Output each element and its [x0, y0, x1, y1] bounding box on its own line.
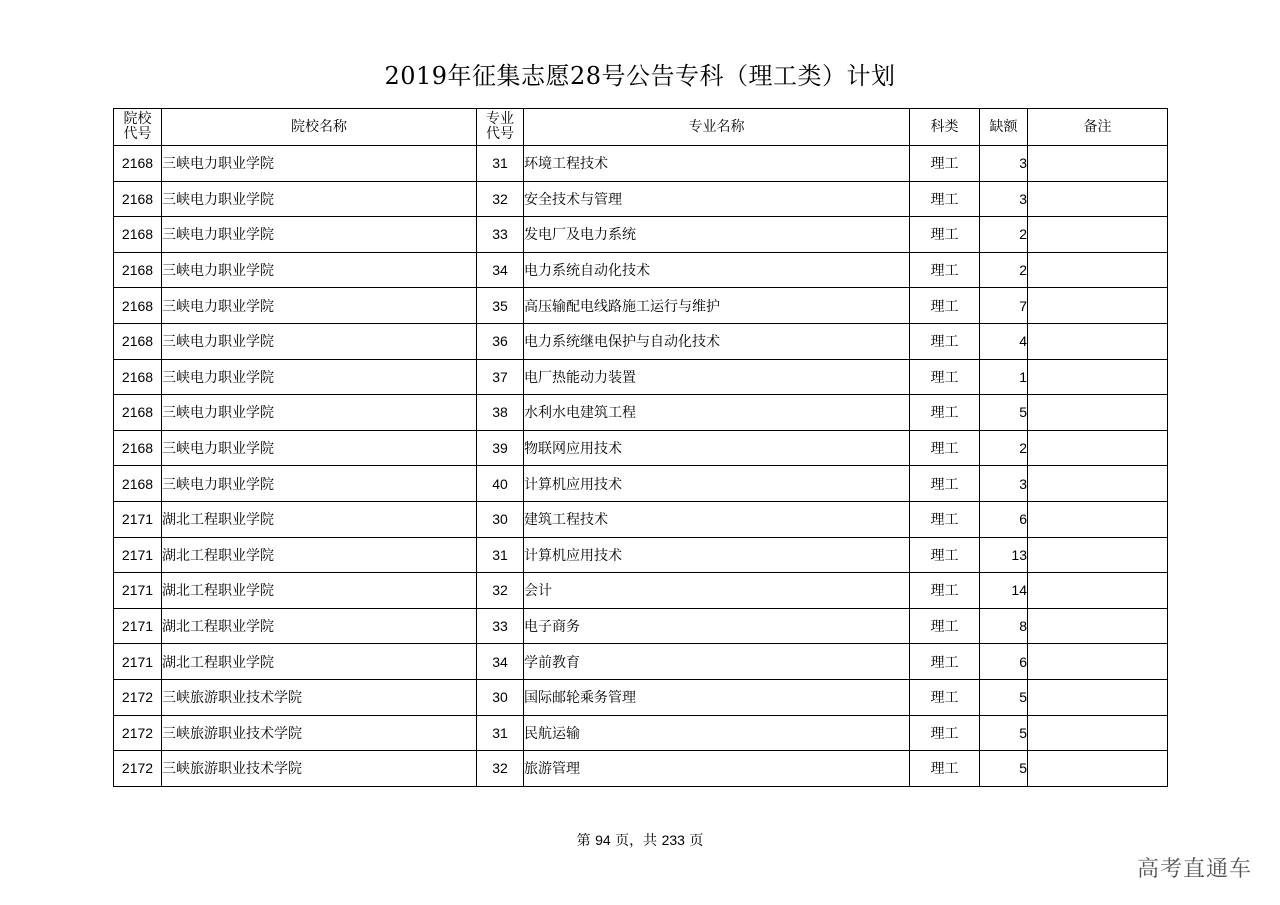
cell-school-code: 2168 [114, 252, 162, 288]
cell-major-code: 30 [477, 679, 524, 715]
header-category: 科类 [910, 109, 980, 146]
cell-category: 理工 [910, 537, 980, 573]
table-row [114, 715, 1168, 751]
cell-remarks [1028, 537, 1168, 573]
cell-major-code: 34 [477, 644, 524, 680]
footer-prefix: 第 [576, 833, 591, 849]
cell-major-name: 安全技术与管理 [524, 181, 910, 217]
cell-remarks [1028, 430, 1168, 466]
cell-remarks [1028, 679, 1168, 715]
cell-vacancies: 6 [980, 501, 1028, 537]
cell-remarks [1028, 573, 1168, 609]
cell-major-name: 电子商务 [524, 608, 910, 644]
cell-school-code: 2171 [114, 644, 162, 680]
cell-major-name: 会计 [524, 573, 910, 609]
cell-vacancies: 6 [980, 644, 1028, 680]
cell-major-code: 37 [477, 359, 524, 395]
table-row [114, 537, 1168, 573]
cell-school-name: 三峡电力职业学院 [162, 466, 477, 502]
cell-major-name: 计算机应用技术 [524, 537, 910, 573]
cell-major-code: 32 [477, 181, 524, 217]
cell-school-code: 2171 [114, 573, 162, 609]
cell-school-name: 三峡电力职业学院 [162, 252, 477, 288]
cell-school-code: 2168 [114, 288, 162, 324]
table-row [114, 679, 1168, 715]
page-footer [0, 830, 1280, 850]
cell-vacancies: 5 [980, 715, 1028, 751]
cell-major-name: 学前教育 [524, 644, 910, 680]
cell-category: 理工 [910, 751, 980, 787]
cell-school-name: 三峡电力职业学院 [162, 430, 477, 466]
cell-school-name: 湖北工程职业学院 [162, 501, 477, 537]
cell-major-name: 国际邮轮乘务管理 [524, 679, 910, 715]
cell-major-code: 39 [477, 430, 524, 466]
page-title: 2019年征集志愿28号公告专科（理工类）计划 [384, 62, 896, 90]
cell-vacancies: 2 [980, 217, 1028, 253]
watermark: 高考直通车 [1136, 857, 1252, 882]
cell-vacancies: 3 [980, 146, 1028, 182]
cell-remarks [1028, 181, 1168, 217]
cell-school-code: 2168 [114, 359, 162, 395]
cell-school-name: 三峡旅游职业技术学院 [162, 751, 477, 787]
table-row [114, 751, 1168, 787]
cell-category: 理工 [910, 430, 980, 466]
header-major-name: 专业名称 [524, 109, 910, 146]
table-row [114, 430, 1168, 466]
cell-major-name: 物联网应用技术 [524, 430, 910, 466]
cell-major-code: 36 [477, 323, 524, 359]
table-row [114, 359, 1168, 395]
cell-school-name: 湖北工程职业学院 [162, 608, 477, 644]
cell-school-name: 三峡电力职业学院 [162, 395, 477, 431]
cell-major-code: 31 [477, 146, 524, 182]
cell-school-name: 三峡旅游职业技术学院 [162, 679, 477, 715]
table-header-row [114, 109, 1168, 146]
cell-major-code: 30 [477, 501, 524, 537]
cell-school-code: 2172 [114, 715, 162, 751]
cell-vacancies: 4 [980, 323, 1028, 359]
header-school-name: 院校名称 [162, 109, 477, 146]
cell-remarks [1028, 608, 1168, 644]
cell-school-code: 2171 [114, 501, 162, 537]
cell-school-code: 2171 [114, 608, 162, 644]
table-row [114, 501, 1168, 537]
cell-school-code: 2168 [114, 466, 162, 502]
cell-major-code: 32 [477, 573, 524, 609]
cell-school-code: 2168 [114, 146, 162, 182]
header-vacancies: 缺额 [980, 109, 1028, 146]
cell-major-code: 40 [477, 466, 524, 502]
cell-vacancies: 2 [980, 430, 1028, 466]
cell-major-name: 高压输配电线路施工运行与维护 [524, 288, 910, 324]
header-major-code: 专业 代号 [477, 109, 524, 146]
cell-school-code: 2168 [114, 217, 162, 253]
cell-category: 理工 [910, 217, 980, 253]
cell-major-code: 31 [477, 537, 524, 573]
table-row [114, 288, 1168, 324]
cell-major-code: 33 [477, 217, 524, 253]
cell-category: 理工 [910, 608, 980, 644]
table-row [114, 608, 1168, 644]
cell-remarks [1028, 751, 1168, 787]
table-row [114, 146, 1168, 182]
cell-school-code: 2172 [114, 751, 162, 787]
cell-remarks [1028, 715, 1168, 751]
cell-school-code: 2171 [114, 537, 162, 573]
cell-remarks [1028, 359, 1168, 395]
cell-major-name: 电力系统继电保护与自动化技术 [524, 323, 910, 359]
cell-category: 理工 [910, 644, 980, 680]
cell-remarks [1028, 146, 1168, 182]
cell-category: 理工 [910, 395, 980, 431]
cell-school-code: 2168 [114, 395, 162, 431]
cell-major-name: 发电厂及电力系统 [524, 217, 910, 253]
table-row [114, 573, 1168, 609]
cell-vacancies: 2 [980, 252, 1028, 288]
cell-major-name: 计算机应用技术 [524, 466, 910, 502]
cell-vacancies: 5 [980, 395, 1028, 431]
cell-major-code: 34 [477, 252, 524, 288]
footer-page-number: 94 [595, 832, 611, 848]
cell-remarks [1028, 252, 1168, 288]
cell-vacancies: 1 [980, 359, 1028, 395]
cell-major-code: 38 [477, 395, 524, 431]
cell-school-code: 2168 [114, 181, 162, 217]
table-row [114, 466, 1168, 502]
cell-school-name: 湖北工程职业学院 [162, 573, 477, 609]
cell-remarks [1028, 217, 1168, 253]
cell-major-code: 35 [477, 288, 524, 324]
cell-vacancies: 5 [980, 679, 1028, 715]
cell-category: 理工 [910, 252, 980, 288]
cell-category: 理工 [910, 288, 980, 324]
cell-remarks [1028, 288, 1168, 324]
cell-major-name: 水利水电建筑工程 [524, 395, 910, 431]
cell-vacancies: 8 [980, 608, 1028, 644]
cell-remarks [1028, 644, 1168, 680]
table-body [114, 146, 1168, 787]
cell-major-code: 31 [477, 715, 524, 751]
cell-category: 理工 [910, 466, 980, 502]
cell-vacancies: 3 [980, 466, 1028, 502]
cell-school-name: 三峡电力职业学院 [162, 181, 477, 217]
cell-vacancies: 14 [980, 573, 1028, 609]
cell-school-name: 湖北工程职业学院 [162, 537, 477, 573]
cell-school-name: 三峡电力职业学院 [162, 288, 477, 324]
cell-vacancies: 13 [980, 537, 1028, 573]
admission-plan-table [113, 108, 1168, 787]
cell-remarks [1028, 395, 1168, 431]
cell-category: 理工 [910, 146, 980, 182]
footer-total-pages: 233 [661, 832, 685, 848]
cell-school-name: 湖北工程职业学院 [162, 644, 477, 680]
cell-school-name: 三峡电力职业学院 [162, 323, 477, 359]
cell-category: 理工 [910, 715, 980, 751]
cell-major-name: 电力系统自动化技术 [524, 252, 910, 288]
cell-school-name: 三峡电力职业学院 [162, 359, 477, 395]
cell-school-name: 三峡电力职业学院 [162, 146, 477, 182]
cell-category: 理工 [910, 679, 980, 715]
cell-major-name: 旅游管理 [524, 751, 910, 787]
cell-vacancies: 7 [980, 288, 1028, 324]
cell-category: 理工 [910, 501, 980, 537]
cell-major-name: 环境工程技术 [524, 146, 910, 182]
cell-category: 理工 [910, 181, 980, 217]
cell-major-name: 民航运输 [524, 715, 910, 751]
table-row [114, 644, 1168, 680]
footer-middle: 页，共 [615, 833, 658, 849]
cell-remarks [1028, 466, 1168, 502]
cell-remarks [1028, 501, 1168, 537]
cell-major-name: 建筑工程技术 [524, 501, 910, 537]
cell-category: 理工 [910, 573, 980, 609]
cell-major-code: 33 [477, 608, 524, 644]
cell-school-code: 2168 [114, 430, 162, 466]
cell-school-name: 三峡旅游职业技术学院 [162, 715, 477, 751]
cell-remarks [1028, 323, 1168, 359]
table-row [114, 181, 1168, 217]
cell-school-name: 三峡电力职业学院 [162, 217, 477, 253]
table-row [114, 395, 1168, 431]
cell-vacancies: 3 [980, 181, 1028, 217]
header-school-code: 院校 代号 [114, 109, 162, 146]
footer-suffix: 页 [689, 833, 704, 849]
table-row [114, 252, 1168, 288]
table-row [114, 323, 1168, 359]
cell-vacancies: 5 [980, 751, 1028, 787]
table-row [114, 217, 1168, 253]
cell-category: 理工 [910, 359, 980, 395]
header-remarks: 备注 [1028, 109, 1168, 146]
cell-category: 理工 [910, 323, 980, 359]
cell-major-code: 32 [477, 751, 524, 787]
cell-school-code: 2168 [114, 323, 162, 359]
cell-school-code: 2172 [114, 679, 162, 715]
cell-major-name: 电厂热能动力装置 [524, 359, 910, 395]
